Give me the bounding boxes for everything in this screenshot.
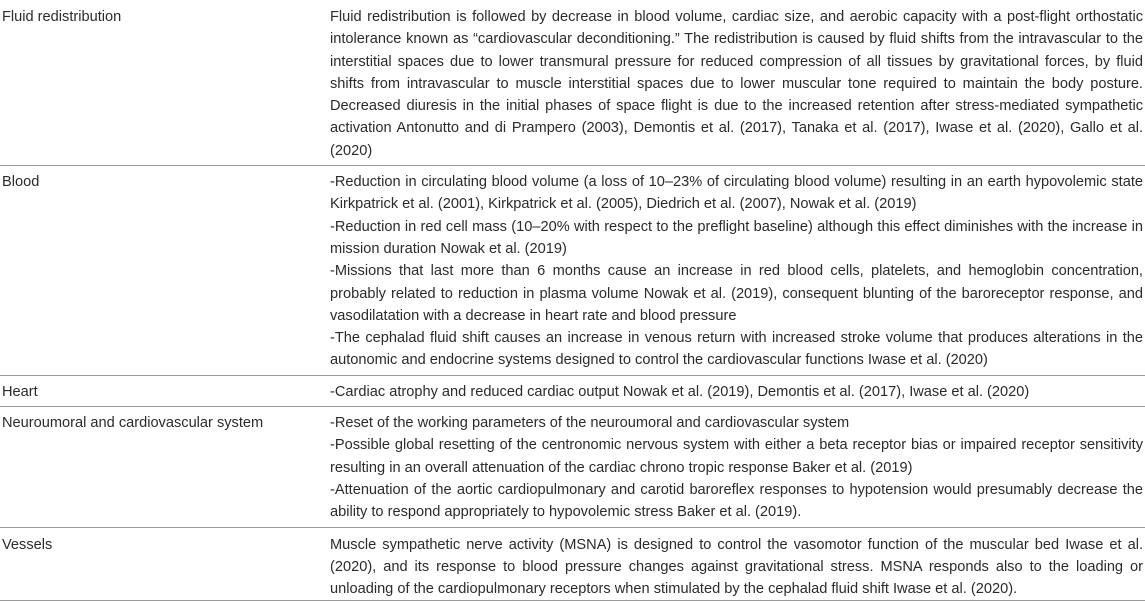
row-category: Blood — [2, 174, 40, 191]
description-line: -Reduction in red cell mass (10–20% with respect to the preflight baseline) although this effect diminishes with the increase in mission duration Nowak et al. (2019) — [330, 218, 1143, 257]
row-category: Fluid redistribution — [2, 9, 122, 25]
row-category: Neuroumoral and cardiovascular system — [2, 415, 264, 432]
row-category: Heart — [2, 383, 38, 400]
description-line: -Reduction in circulating blood volume (a loss of 10–23% of circulating blood volume) resulting in an earth hypovolemic state Kirkpatrick et al. (2001), Kirkpatrick et al. (2005), Diedrich et al. (2007), Nowak et al. (2019) — [330, 174, 1143, 213]
row-category: Vessels — [2, 536, 53, 553]
table-row — [0, 407, 1145, 527]
row-description — [330, 166, 1145, 376]
row-description — [330, 407, 1145, 527]
description-line: -The cephalad fluid shift causes an increase in venous return with increased stroke volume that produces alterations in the autonomic and endocrine systems designed to control the cardiovascular functions Iwase et al. (2020) — [330, 330, 1143, 369]
description-line: -Possible global resetting of the centronomic nervous system with either a beta receptor bias or impaired receptor sensitivity resulting in an overall attenuation of the cardiac chrono tropic response Baker et al. (2019) — [330, 437, 1143, 476]
description-line: -Reset of the working parameters of the neuroumoral and cardiovascular system — [330, 415, 850, 432]
row-description — [330, 375, 1145, 406]
table-row — [0, 0, 1145, 166]
description-line: -Cardiac atrophy and reduced cardiac output Nowak et al. (2019), Demontis et al. (2017), Iwase et al. (2020) — [330, 383, 1030, 400]
description-line: Muscle sympathetic nerve activity (MSNA) is designed to control the vasomotor function of the muscular bed Iwase et al. (2020), and its response to blood pressure changes against gravitational stress. MSNA responds also to the loading or unloading of the cardiopulmonary receptors when stimulated by the cephalad fluid shift Iwase et al. (2020). — [330, 536, 1143, 598]
row-description — [330, 0, 1145, 166]
table-row — [0, 166, 1145, 376]
description-line: Fluid redistribution is followed by decrease in blood volume, cardiac size, and aerobic capacity with a post-flight orthostatic intolerance known as “cardiovascular deconditioning.” The redistribution is caused by fluid shifts from the intravascular to the interstitial spaces due to lower transmural pressure for reduced compression of all tissues by gravitational forces, by fluid shifts from intravascular to muscle interstitial spaces due to lower muscular tone required to maintain the body posture. Decreased diuresis in the initial phases of space flight is due to the increased retention after stress-mediated sympathetic activation Antonutto and di Prampero (2003), Demontis et al. (2017), Tanaka et al. (2017), Iwase et al. (2020), Gallo et al. (2020) — [330, 9, 1143, 159]
description-line: -Missions that last more than 6 months cause an increase in red blood cells, platelets, and hemoglobin concentration, probably related to reduction in plasma volume Nowak et al. (2019), consequent blunting of the baroreceptor response, and vasodilatation with a decrease in heart rate and blood pressure — [330, 263, 1143, 324]
description-line: -Attenuation of the aortic cardiopulmonary and carotid baroreflex responses to hypotension would presumably decrease the ability to respond appropriately to hypovolemic stress Baker et al. (2019). — [330, 481, 1143, 521]
row-description — [330, 527, 1145, 601]
table-row — [0, 375, 1145, 406]
table-row — [0, 527, 1145, 601]
